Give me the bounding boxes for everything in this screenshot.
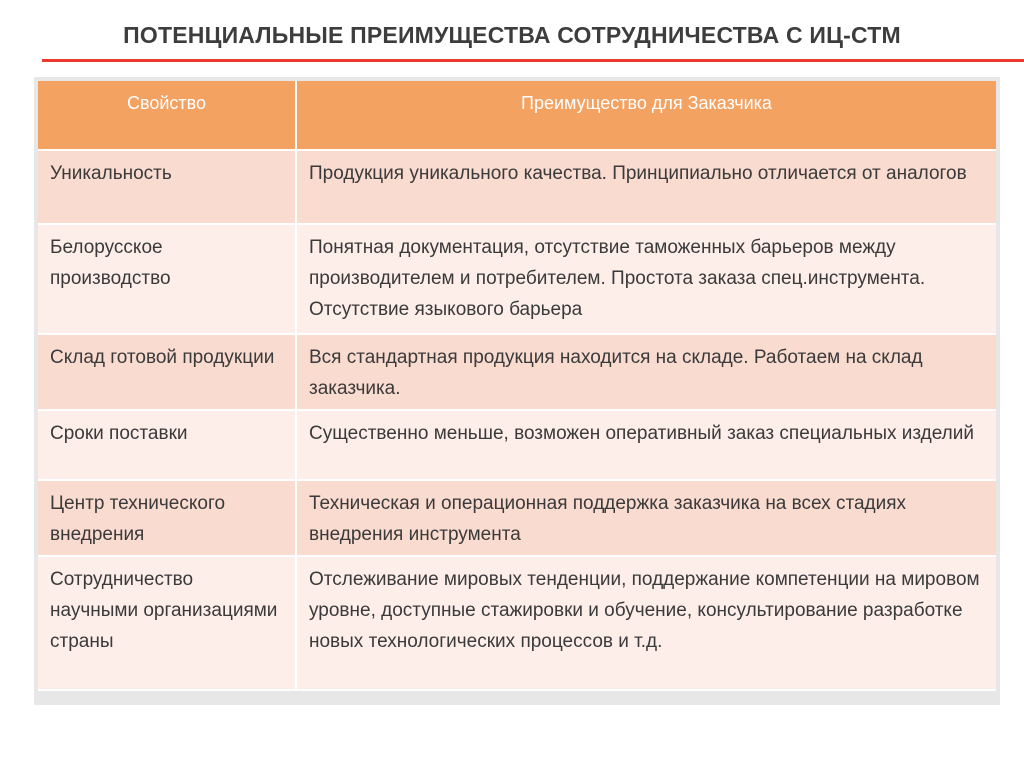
table-row xyxy=(38,557,996,691)
table-row xyxy=(38,481,996,557)
property-cell: Сроки поставки xyxy=(38,411,295,481)
table-header-row xyxy=(38,81,996,151)
property-cell: Центр технического внедрения xyxy=(38,481,295,557)
table-row xyxy=(38,335,996,411)
table-row xyxy=(38,151,996,225)
title-underline xyxy=(42,59,1024,62)
benefit-cell: Понятная документация, отсутствие таможенных барьеров между производителем и потребителем. Простота заказа спец.инструмента. Отсутствие языкового барьера xyxy=(295,225,996,335)
table-row xyxy=(38,411,996,481)
benefit-cell: Техническая и операционная поддержка заказчика на всех стадиях внедрения инструмента xyxy=(295,481,996,557)
table-row xyxy=(38,225,996,335)
slide-title: ПОТЕНЦИАЛЬНЫЕ ПРЕИМУЩЕСТВА СОТРУДНИЧЕСТВА С ИЦ-СТМ xyxy=(123,22,901,48)
property-cell: Уникальность xyxy=(38,151,295,225)
property-cell: Белорусское производство xyxy=(38,225,295,335)
benefits-table xyxy=(38,81,996,691)
property-cell: Сотрудничество научными организациями страны xyxy=(38,557,295,691)
column-header-property: Свойство xyxy=(38,81,295,151)
benefit-cell: Вся стандартная продукция находится на складе. Работаем на склад заказчика. xyxy=(295,335,996,411)
column-header-benefit: Преимущество для Заказчика xyxy=(295,81,996,151)
property-cell: Склад готовой продукции xyxy=(38,335,295,411)
benefit-cell: Продукция уникального качества. Принципиально отличается от аналогов xyxy=(295,151,996,225)
benefit-cell: Существенно меньше, возможен оперативный заказ специальных изделий xyxy=(295,411,996,481)
benefit-cell: Отслеживание мировых тенденции, поддержание компетенции на мировом уровне, доступные стажировки и обучение, консультирование разработке новых технологических процессов и т.д. xyxy=(295,557,996,691)
